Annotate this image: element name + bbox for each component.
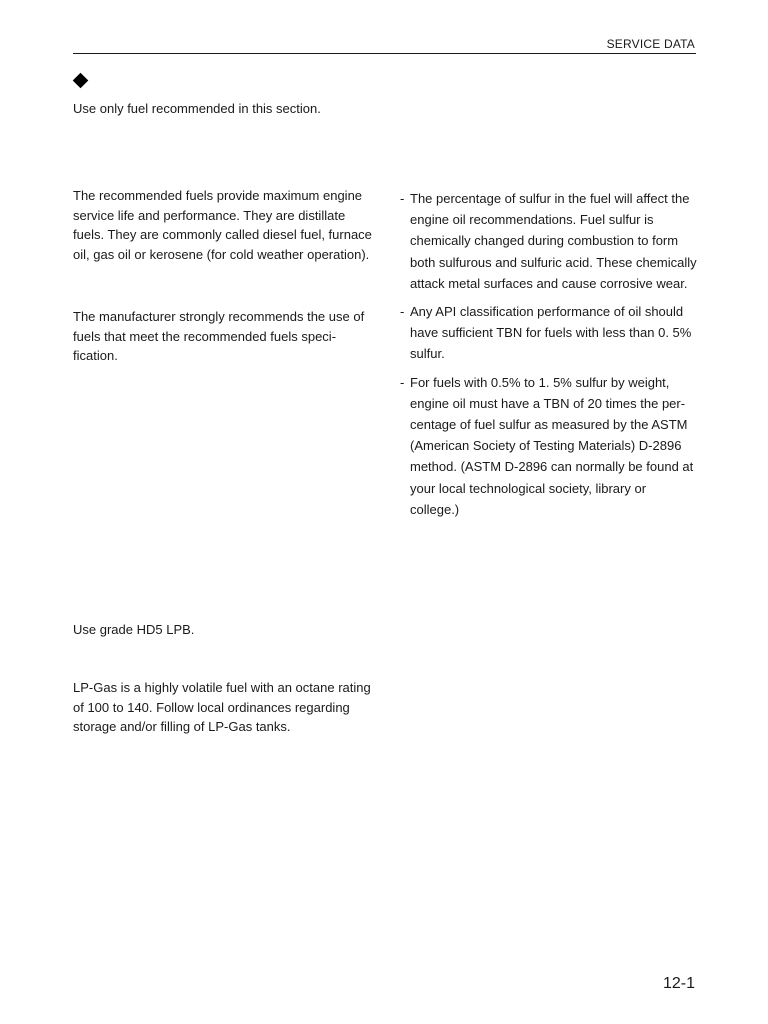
recommended-fuels-text: The recommended fuels provide maximum engine service life and performance. They are distillate fuels. They are commonly called diesel fuel, furnace oil, gas oil or kerosene (for cold weather operation).	[73, 188, 372, 262]
lp-gas-text: LP-Gas is a highly volatile fuel with an octane rating of 100 to 140. Follow local ordinances regarding storage and/or filling of LP-Gas tanks.	[73, 680, 371, 735]
list-item	[400, 372, 698, 520]
bullet-text: For fuels with 0.5% to 1. 5% sulfur by weight, engine oil must have a TBN of 20 times the percentage of fuel sulfur as measured by the ASTM (American Society of Testing Materials) D-2896 method. (ASTM D-2896 can normally be found at your local technological society, library or college.)	[410, 374, 694, 517]
bullet-text: The percentage of sulfur in the fuel will affect the engine oil recommendations. Fuel sulfur is chemically changed during combustion to form both sulfurous and sulfuric acid. These chemically attack metal surfaces and cause corrosive wear.	[410, 191, 697, 291]
bullet-text: Any API classification performance of oil should have sufficient TBN for fuels with less than 0. 5% sulfur.	[410, 304, 692, 362]
lp-gas-paragraph	[73, 678, 373, 737]
list-item	[400, 301, 698, 365]
section-header-title: SERVICE DATA	[606, 37, 695, 51]
list-item	[400, 188, 698, 294]
page-number: 12-1	[662, 975, 695, 992]
header-divider	[73, 53, 696, 54]
bullet-dash: -	[400, 191, 405, 206]
fuel-note: Use only fuel recommended in this section.	[73, 101, 321, 116]
recommended-fuels-paragraph	[73, 186, 373, 264]
manufacturer-recommendation-text: The manufacturer strongly recommends the use of fuels that meet the recommended fuels specification.	[73, 309, 365, 364]
lp-grade-text: Use grade HD5 LPB.	[73, 622, 195, 637]
bullet-dash: -	[400, 304, 405, 320]
sulfur-bullet-list	[400, 188, 698, 527]
manufacturer-recommendation-paragraph	[73, 307, 373, 366]
diamond-icon	[73, 73, 89, 89]
bullet-dash: -	[400, 374, 405, 390]
lp-grade-paragraph	[73, 620, 373, 640]
